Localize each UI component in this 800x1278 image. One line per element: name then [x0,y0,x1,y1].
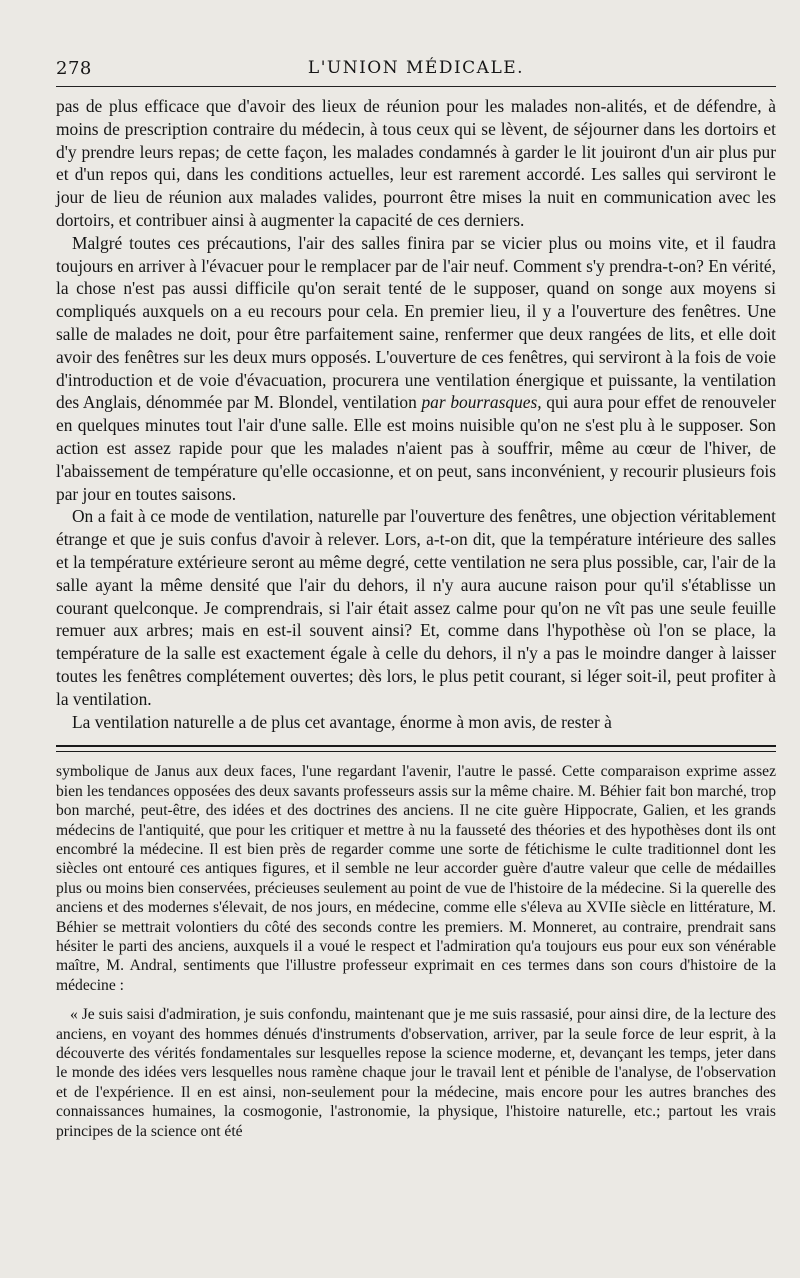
paragraph-2-part-a: Malgré toutes ces précautions, l'air des salles finira par se vicier plus ou moins vite, et il faudra toujours en arriver à l'évacuer pour le remplacer par de l'air neuf. Comment s'y prendra-t-on? En vérité, la chose n'est pas aussi difficile qu'on serait tenté de le supposer, quand on songe aux moyens si compliqués auxquels on a eu recours pour cela. En premier lieu, il y a l'ouverture des fenêtres. Une salle de malades ne doit, pour être parfaitement saine, renfermer que deux rangées de lits, et elle doit avoir des fenêtres sur les deux murs opposés. L'ouverture de ces fenêtres, qui serviront à la fois de voie d'introduction et de voie d'évacuation, procurera une ventilation énergique et puissante, la ventilation des Anglais, dénommée par M. Blondel, ventilation [56,232,776,413]
running-head [56,52,776,86]
feuilleton-quote: « Je suis saisi d'admiration, je suis confondu, maintenant que je me suis rassasié, pour ainsi dire, de la lecture des anciens, en voyant des hommes dénués d'instruments d'observation, arriver, par la seule force de leur esprit, à la découverte des vérités fondamentales sur lesquelles repose la science moderne, et, devançant les temps, jeter dans le monde des idées vers lesquelles nous ramène chaque jour le travail lent et pénible de l'analyse, de l'observation et de l'expérience. Il en est ainsi, non-seulement pour la médecine, mais encore pour les autres branches des connaissances humaines, la cosmogonie, l'astronomie, la physique, l'histoire naturelle, etc.; partout les vrais principes de la science ont été [56,1006,776,1140]
paragraph-3: On a fait à ce mode de ventilation, naturelle par l'ouverture des fenêtres, une objection véritablement étrange et que je suis confus d'avoir à relever. Lors, a-t-on dit, que la température intérieure des salles et la température extérieure seront au même degré, cette ventilation ne sera plus possible, car, l'air de la salle ayant la même densité que l'air du dehors, il n'y aura aucune raison pour qu'il s'établisse un courant quelconque. Je comprendrais, si l'air était assez calme pour qu'on ne vît pas une seule feuille remuer aux arbres; mais en est-il souvent ainsi? Et, comme dans l'hypothèse où l'on se place, la température de la salle est exactement égale à celle du dehors, il n'y a pas le moindre danger à laisser toutes les fenêtres complétement ouvertes; dès lors, le plus petit courant, si léger soit-il, peut profiter à la ventilation. [56,506,776,709]
header-rule [56,86,776,87]
paragraph-1: pas de plus efficace que d'avoir des lieux de réunion pour les malades non-alités, et de défendre, à moins de prescription contraire du médecin, à tous ceux qui se lèvent, de séjourner dans les dortoirs et d'y prendre leurs repas; de cette façon, les malades condamnés à garder le lit jouiront d'un air plus pur et d'un repos qui, dans les conditions actuelles, leur est rarement accordé. Les salles qui serviront le jour de lieu de réunion aux malades valides, pourront être mises la nuit en communication avec les dortoirs, et contribuer ainsi à augmenter la capacité de ces derniers. [56,96,776,230]
feuilleton-divider [56,745,776,752]
paragraph-4: La ventilation naturelle a de plus cet avantage, énorme à mon avis, de rester à [72,711,612,732]
paragraph-2-italic: par bourrasques, [421,392,542,413]
main-article-text [56,95,776,733]
paragraph-2-part-b: qui aura pour effet de renouveler en quelques minutes tout l'air d'une salle. Elle est moins nuisible qu'on ne s'est plu à le supposer. Son action est assez rapide pour que les malades n'aient pas à souffrir, même au cœur de l'hiver, de l'abaissement de température qu'elle occasionne, et on peut, sans inconvénient, y recourir plusieurs fois par jour en toutes saisons. [56,392,776,504]
feuilleton-paragraph-1: symbolique de Janus aux deux faces, l'une regardant l'avenir, l'autre le passé. Cette comparaison exprime assez bien les tendances opposées des deux savants professeurs assis sur la même chaire. M. Béhier fait bon marché, trop bon marché, peut-être, des idées et des doctrines des anciens. Il ne cite guère Hippocrate, Galien, et les grands médecins de l'antiquité, que pour les critiquer et mettre à nu la fausseté des théories et des hypothèses dont ils ont encombré la médecine. Il est bien près de regarder comme une sorte de fétichisme le culte traditionnel dont les siècles ont entouré ces antiques figures, et il semble ne leur accorder guère d'autre valeur que celle de médailles plus ou moins bien conservées, précieuses seulement au point de vue de l'histoire de la médecine. Si la querelle des anciens et des modernes s'élevait, de nos jours, en médecine, comme elle s'éleva au XVIIe siècle en littérature, M. Béhier se mettrait volontiers du côté des seconds contre les premiers. M. Monneret, au contraire, prendrait sans hésiter le parti des anciens, auxquels il a voué le respect et l'admiration qu'a toujours eus pour eux son vénérable maître, M. Andral, sentiments que l'illustre professeur exprimait en ces termes dans son cours d'histoire de la médecine : [56,763,776,994]
journal-title: L'UNION MÉDICALE. [307,58,525,78]
page-number: 278 [56,58,92,79]
feuilleton-text [56,762,776,1141]
paragraph-2 [56,232,776,506]
